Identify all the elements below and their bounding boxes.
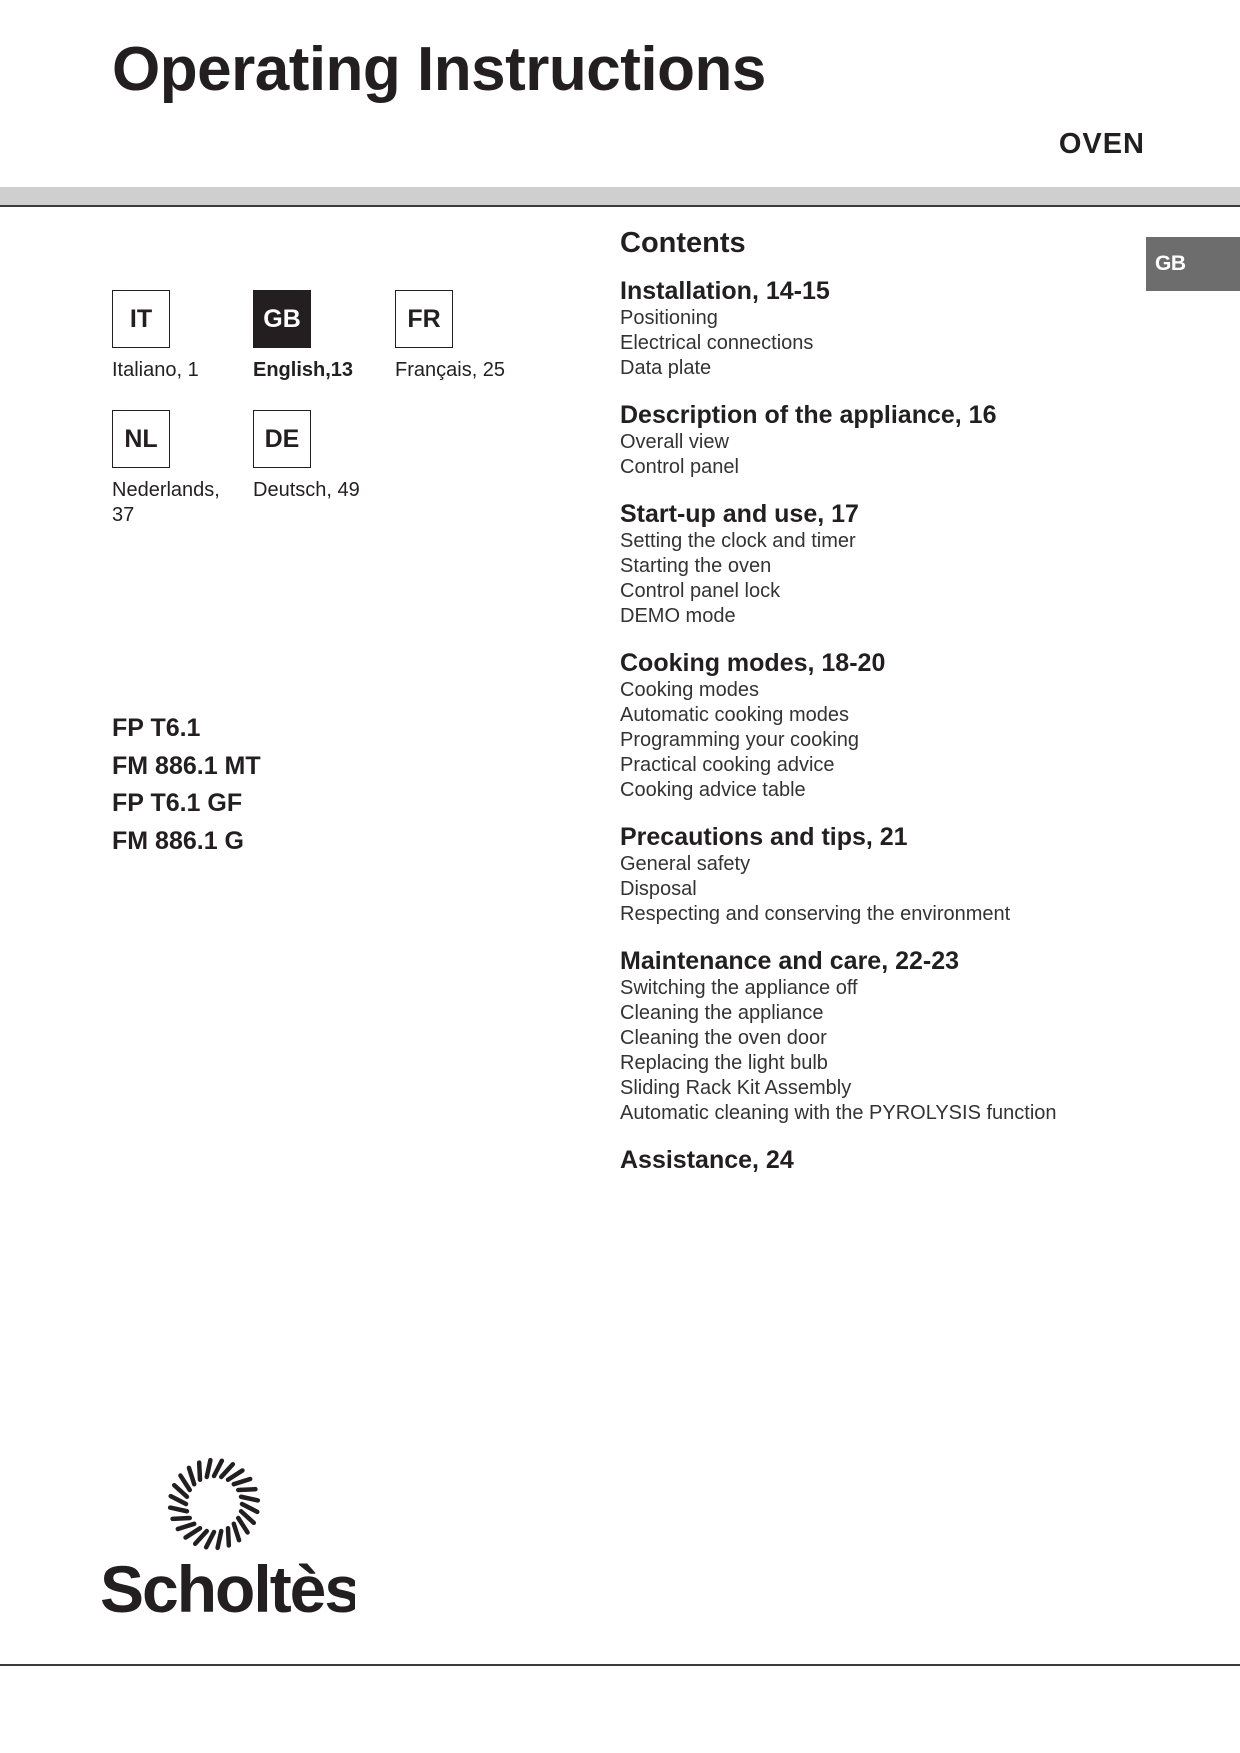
sunburst-ray: [189, 1468, 194, 1484]
contents-section: [620, 277, 1140, 381]
contents-section: [620, 401, 1140, 480]
contents-section: [620, 649, 1140, 803]
brand-logo: [95, 1455, 355, 1625]
sunburst-ray: [241, 1497, 258, 1501]
language-gb[interactable]: [253, 290, 388, 383]
section-item[interactable]: Practical cooking advice: [620, 754, 835, 776]
section-item[interactable]: Disposal: [620, 878, 697, 900]
sunburst-ray: [241, 1511, 254, 1523]
model-list: [112, 710, 261, 860]
sunburst-ray: [171, 1496, 186, 1504]
section-item[interactable]: Control panel: [620, 456, 739, 478]
language-code-box: IT: [112, 290, 170, 348]
section-item[interactable]: Data plate: [620, 357, 712, 379]
brand-name: Scholtès: [100, 1552, 355, 1625]
section-item[interactable]: Electrical connections: [620, 332, 814, 354]
sunburst-ray: [228, 1470, 242, 1479]
language-label: Italiano, 1: [112, 359, 199, 381]
language-label: English,13: [253, 359, 354, 381]
section-item[interactable]: Automatic cooking modes: [620, 704, 850, 726]
sunburst-ray: [174, 1485, 187, 1497]
section-title[interactable]: Description of the appliance, 16: [620, 401, 997, 429]
section-item[interactable]: Cooking advice table: [620, 779, 806, 801]
language-it[interactable]: [112, 290, 247, 383]
sunburst-ray: [234, 1524, 239, 1540]
sunburst-icon: [95, 1455, 355, 1625]
section-item[interactable]: Cleaning the appliance: [620, 1002, 824, 1024]
language-side-tab: GB: [1146, 237, 1240, 291]
sunburst-ray: [173, 1518, 190, 1519]
sunburst-ray: [238, 1518, 247, 1532]
section-title[interactable]: Maintenance and care, 22-23: [620, 947, 960, 975]
section-title[interactable]: Installation, 14-15: [620, 277, 830, 305]
language-nl[interactable]: [112, 410, 232, 528]
model-number: FP T6.1 GF: [112, 789, 243, 817]
section-item[interactable]: Replacing the light bulb: [620, 1052, 828, 1074]
language-code-box: GB: [253, 290, 311, 348]
sunburst-ray: [195, 1531, 207, 1544]
sunburst-ray: [234, 1479, 250, 1484]
section-item[interactable]: Sliding Rack Kit Assembly: [620, 1077, 852, 1099]
language-label: Français, 25: [395, 359, 506, 381]
language-label: Deutsch, 49: [253, 479, 360, 501]
page-title: Operating Instructions: [112, 35, 766, 104]
sunburst-ray: [238, 1489, 255, 1490]
section-title[interactable]: Precautions and tips, 21: [620, 823, 908, 851]
language-code-box: DE: [253, 410, 311, 468]
section-item[interactable]: General safety: [620, 853, 751, 875]
section-title[interactable]: Start-up and use, 17: [620, 500, 859, 528]
section-item[interactable]: Starting the oven: [620, 555, 772, 577]
sunburst-ray: [221, 1464, 233, 1477]
section-item[interactable]: Cleaning the oven door: [620, 1027, 827, 1049]
sunburst-ray: [218, 1531, 222, 1548]
sunburst-ray: [207, 1460, 211, 1477]
section-item[interactable]: Switching the appliance off: [620, 977, 858, 999]
model-number: FP T6.1: [112, 714, 201, 742]
language-de[interactable]: [253, 410, 388, 503]
sunburst-ray: [178, 1524, 194, 1529]
language-code-box: NL: [112, 410, 170, 468]
section-item[interactable]: Respecting and conserving the environment: [620, 903, 1011, 925]
sunburst-ray: [206, 1532, 214, 1547]
language-label: Nederlands, 37: [112, 479, 220, 526]
section-item[interactable]: Control panel lock: [620, 580, 781, 602]
contents-section: [620, 947, 1140, 1126]
section-item[interactable]: Positioning: [620, 307, 718, 329]
sunburst-ray: [242, 1504, 257, 1512]
sunburst-ray: [199, 1463, 200, 1480]
sunburst-ray: [186, 1528, 200, 1537]
footer-rule: [0, 1664, 1240, 1666]
appliance-type: OVEN: [1058, 128, 1145, 160]
section-title[interactable]: Assistance, 24: [620, 1146, 794, 1174]
sunburst-ray: [214, 1461, 222, 1476]
section-item[interactable]: Automatic cleaning with the PYROLYSIS function: [620, 1102, 1057, 1124]
model-number: FM 886.1 G: [112, 826, 244, 855]
section-item[interactable]: Cooking modes: [620, 679, 759, 701]
section-item[interactable]: DEMO mode: [620, 605, 736, 627]
model-number: FM 886.1 MT: [112, 751, 261, 780]
language-code-box: FR: [395, 290, 453, 348]
language-fr[interactable]: [395, 290, 530, 383]
contents-section: [620, 823, 1140, 927]
sunburst-ray: [180, 1476, 189, 1490]
sunburst-ray: [170, 1508, 187, 1512]
contents-section: [620, 500, 1140, 629]
contents-section: [620, 1146, 1140, 1175]
section-item[interactable]: Setting the clock and timer: [620, 530, 856, 552]
sunburst-ray: [228, 1528, 229, 1545]
section-title[interactable]: Cooking modes, 18-20: [620, 649, 886, 677]
contents-heading: Contents: [620, 227, 746, 259]
table-of-contents: [620, 223, 1140, 1195]
section-item[interactable]: Overall view: [620, 431, 729, 453]
header-band: [0, 187, 1240, 207]
section-item[interactable]: Programming your cooking: [620, 729, 859, 751]
